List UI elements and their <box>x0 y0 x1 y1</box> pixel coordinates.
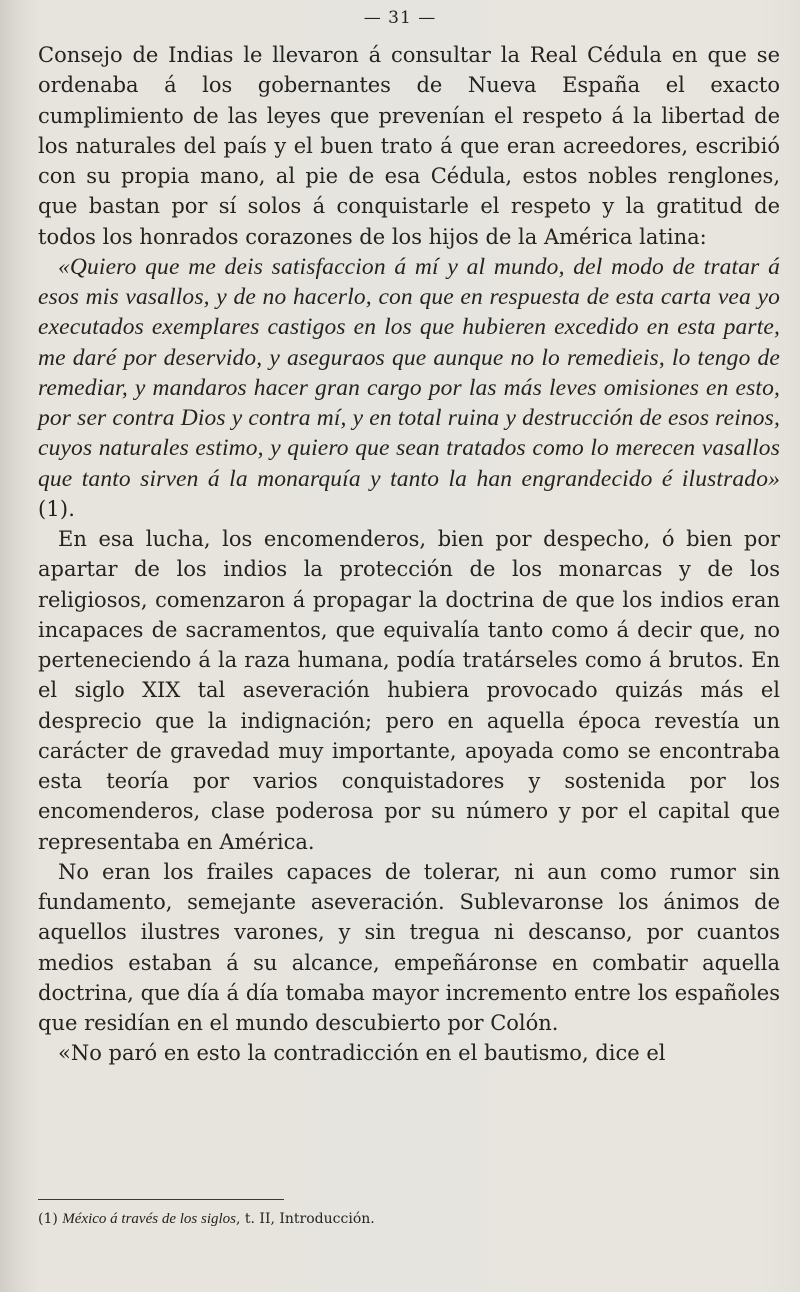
page-number: — 31 — <box>363 8 437 28</box>
paragraph-bautismo: «No paró en esto la contradicción en el bautismo, dice el <box>58 1041 666 1066</box>
footnote-work-title: México á través de los siglos <box>62 1211 236 1227</box>
footnote-marker: (1) <box>38 1211 63 1227</box>
paragraph-continuation: Consejo de Indias le llevaron á consultar la Real Cédula en que se ordenaba á los gobernantes de Nueva España el exacto cumplimiento de las leyes que prevenían el respeto á la libertad de los naturales del país y el buen trato á que eran acreedores, escribió con su propia mano, al pie de esa Cédula, estos nobles renglones, que bastan por sí solos á conquistarle el respeto y la gratitud de todos los honrados corazones de los hijos de la América latina: <box>38 43 780 249</box>
footnote-citation: , t. II, Introducción. <box>236 1211 375 1227</box>
quote-text: «Quiero que me deis satisfaccion á mí y al mundo, del modo de tratar á esos mis vasallos, y de no hacerlo, con que en respuesta de esta carta vea yo executados exemplares castigos en los que hubieren excedido en esta parte, me daré por deservido, y aseguraos que aunque no lo remedieis, lo tengo de remediar, y mandaros hacer gran cargo por las más leves omisiones en esto, por ser contra Dios y contra mí, y en total ruina y destrucción de esos reinos, cuyos naturales estimo, y quiero que sean tratados como lo merecen vasallos que tanto sirven á la monarquía y tanto la han engrandecido é ilustrado» <box>38 253 780 492</box>
footnote-divider <box>38 1199 284 1200</box>
paragraph-frailes: No eran los frailes capaces de tolerar, ni aun como rumor sin fundamento, semejante aseveración. Sublevaronse los ánimos de aquellos ilustres varones, y sin tregua ni descanso, por cuantos medios estaban á su alcance, empeñáronse en combatir aquella doctrina, que día á día tomaba mayor incremento entre los españoles que residían en el mundo descubierto por Colón. <box>38 859 780 1035</box>
footnote-reference: (1). <box>38 496 76 521</box>
royal-quote <box>38 252 780 524</box>
paragraph-encomenderos: En esa lucha, los encomenderos, bien por despecho, ó bien por apartar de los indios la protección de los monarcas y de los religiosos, comenzaron á propagar la doctrina de que los indios eran incapaces de sacramentos, que equivalía tanto como á decir que, no perteneciendo á la raza humana, podía tratárseles como á brutos. En el siglo XIX tal aseveración hubiera provocado quizás más el desprecio que la indignación; pero en aquella época revestía un carácter de gravedad muy importante, apoyada como se encontraba esta teoría por varios conquistadores y sostenida por los encomenderos, clase poderosa por su número y por el capital que representaba en América. <box>38 527 780 854</box>
body-text <box>38 40 780 1069</box>
footnote <box>38 1209 780 1229</box>
